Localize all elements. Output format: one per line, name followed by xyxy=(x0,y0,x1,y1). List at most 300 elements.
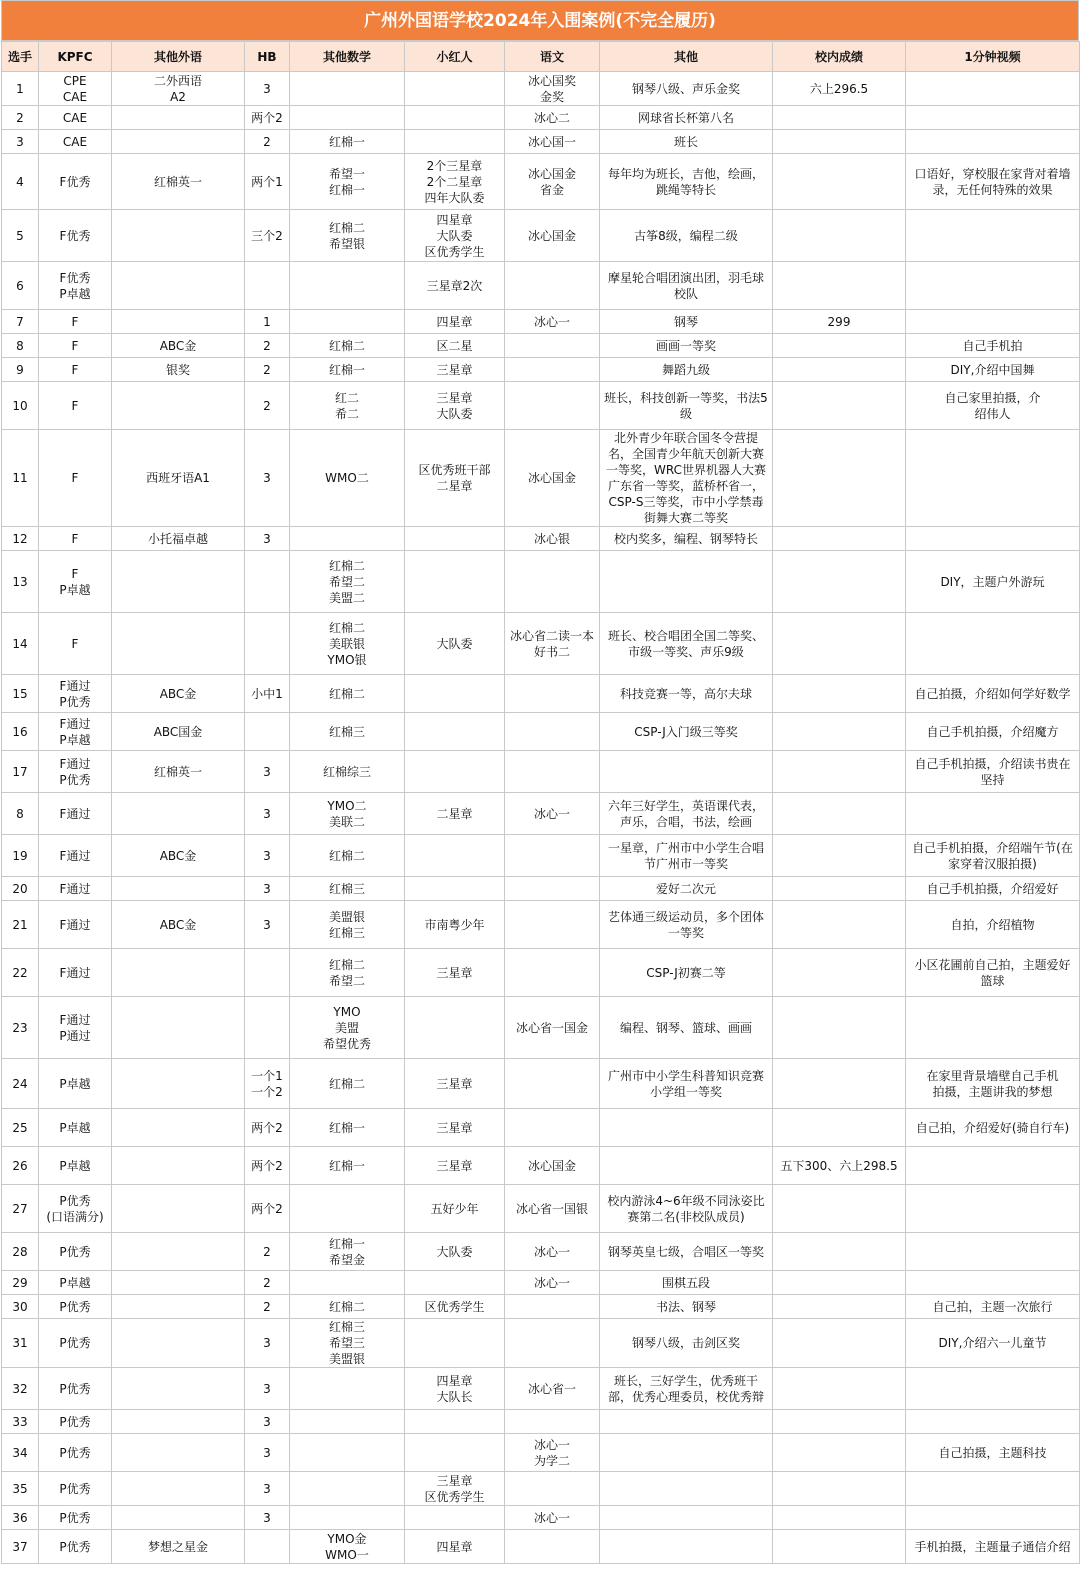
table-cell: 7 xyxy=(2,310,39,334)
table-cell: F通过 P优秀 xyxy=(39,751,112,793)
table-cell: 28 xyxy=(2,1233,39,1271)
table-cell: CSP-J初赛二等 xyxy=(600,949,773,997)
table-cell: 8 xyxy=(2,793,39,835)
table-cell xyxy=(773,1368,906,1410)
table-row xyxy=(2,130,1080,154)
table-cell: F优秀 P卓越 xyxy=(39,262,112,310)
table-cell xyxy=(112,262,245,310)
table-cell xyxy=(245,997,290,1059)
table-cell: 3 xyxy=(245,901,290,949)
table-cell: 5 xyxy=(2,210,39,262)
table-cell xyxy=(505,901,600,949)
table-cell: 红棉综三 xyxy=(290,751,405,793)
table-cell xyxy=(405,527,505,551)
table-cell: DIY,介绍中国舞 xyxy=(906,358,1080,382)
table-cell xyxy=(773,551,906,613)
table-cell xyxy=(906,527,1080,551)
table-cell: P卓越 xyxy=(39,1059,112,1109)
table-cell xyxy=(906,997,1080,1059)
table-cell: 红棉一 xyxy=(290,130,405,154)
table-cell: 一星章，广州市中小学生合唱 节广州市一等奖 xyxy=(600,835,773,877)
table-cell: 红棉二 美联银 YMO银 xyxy=(290,613,405,675)
table-cell xyxy=(505,382,600,430)
table-row xyxy=(2,1109,1080,1147)
table-cell: CPE CAE xyxy=(39,72,112,106)
table-cell xyxy=(906,106,1080,130)
table-cell: 冰心国一 xyxy=(505,130,600,154)
col-header-contestant: 选手 xyxy=(2,42,39,72)
table-cell: 三星章 xyxy=(405,949,505,997)
table-cell: 红棉二 xyxy=(290,334,405,358)
table-cell xyxy=(505,877,600,901)
table-cell xyxy=(773,613,906,675)
table-cell: 冰心银 xyxy=(505,527,600,551)
table-cell: 2 xyxy=(245,1295,290,1319)
table-cell xyxy=(290,1271,405,1295)
table-cell xyxy=(773,1185,906,1233)
table-cell: 四星章 大队委 区优秀学生 xyxy=(405,210,505,262)
table-cell xyxy=(773,1530,906,1564)
table-cell: 大队委 xyxy=(405,613,505,675)
table-cell xyxy=(290,1410,405,1434)
table-cell xyxy=(112,1295,245,1319)
table-cell: 三星章 xyxy=(405,1147,505,1185)
table-cell xyxy=(245,551,290,613)
table-cell xyxy=(405,1506,505,1530)
table-cell: 三个2 xyxy=(245,210,290,262)
table-cell xyxy=(112,877,245,901)
table-cell xyxy=(773,527,906,551)
table-cell xyxy=(773,106,906,130)
table-row xyxy=(2,1185,1080,1233)
table-cell: 自己拍，介绍爱好(骑自行车) xyxy=(906,1109,1080,1147)
table-cell xyxy=(505,751,600,793)
table-cell: 32 xyxy=(2,1368,39,1410)
table-cell xyxy=(405,106,505,130)
table-cell: 3 xyxy=(245,1368,290,1410)
table-cell xyxy=(405,835,505,877)
table-cell xyxy=(290,262,405,310)
table-cell: 古筝8级，编程二级 xyxy=(600,210,773,262)
table-cell: 舞蹈九级 xyxy=(600,358,773,382)
table-row xyxy=(2,901,1080,949)
table-cell: 大队委 xyxy=(405,1233,505,1271)
table-cell: 三星章2次 xyxy=(405,262,505,310)
table-cell xyxy=(505,1295,600,1319)
table-cell xyxy=(906,262,1080,310)
table-cell: 自己手机拍摄，介绍端午节(在 家穿着汉服拍摄) xyxy=(906,835,1080,877)
table-cell xyxy=(773,1319,906,1368)
table-cell xyxy=(405,1434,505,1472)
table-cell: 红棉二 xyxy=(290,1295,405,1319)
table-cell: ABC金 xyxy=(112,675,245,713)
table-cell: 区二星 xyxy=(405,334,505,358)
table-cell: 五下300、六上298.5 xyxy=(773,1147,906,1185)
table-cell: 围棋五段 xyxy=(600,1271,773,1295)
table-cell xyxy=(773,901,906,949)
table-cell: P卓越 xyxy=(39,1271,112,1295)
table-cell: 2 xyxy=(245,1233,290,1271)
table-cell xyxy=(405,1410,505,1434)
table-cell: 冰心一 xyxy=(505,1233,600,1271)
table-cell: P优秀 xyxy=(39,1295,112,1319)
table-cell xyxy=(112,1059,245,1109)
table-row xyxy=(2,1233,1080,1271)
table-cell: 23 xyxy=(2,997,39,1059)
table-cell: 红棉一 xyxy=(290,358,405,382)
table-cell: 1 xyxy=(245,310,290,334)
table-cell: 爱好二次元 xyxy=(600,877,773,901)
table-cell: 三星章 xyxy=(405,1059,505,1109)
table-cell: 31 xyxy=(2,1319,39,1368)
table-cell: 9 xyxy=(2,358,39,382)
table-cell: 冰心省一国金 xyxy=(505,997,600,1059)
table-cell xyxy=(906,310,1080,334)
table-cell xyxy=(505,551,600,613)
table-cell: 钢琴八级，击剑区奖 xyxy=(600,1319,773,1368)
table-cell: CAE xyxy=(39,106,112,130)
table-cell: F P卓越 xyxy=(39,551,112,613)
table-cell: DIY,介绍六一儿童节 xyxy=(906,1319,1080,1368)
table-cell xyxy=(773,949,906,997)
table-cell: 冰心一 xyxy=(505,310,600,334)
table-cell xyxy=(906,1147,1080,1185)
table-cell xyxy=(245,262,290,310)
table-cell: 29 xyxy=(2,1271,39,1295)
table-cell xyxy=(112,1472,245,1506)
table-cell xyxy=(290,1472,405,1506)
table-cell xyxy=(112,1319,245,1368)
table-cell: 4 xyxy=(2,154,39,210)
table-cell: ABC国金 xyxy=(112,713,245,751)
table-cell: 四星章 xyxy=(405,310,505,334)
table-row xyxy=(2,1506,1080,1530)
table-cell xyxy=(112,1109,245,1147)
table-cell xyxy=(773,1109,906,1147)
table-cell: F xyxy=(39,310,112,334)
table-cell: F通过 P卓越 xyxy=(39,713,112,751)
table-cell: 区优秀学生 xyxy=(405,1295,505,1319)
table-cell xyxy=(112,130,245,154)
table-cell: 冰心二 xyxy=(505,106,600,130)
table-cell: 2 xyxy=(245,334,290,358)
table-cell: F通过 xyxy=(39,901,112,949)
table-cell: 自己家里拍摄，介 绍伟人 xyxy=(906,382,1080,430)
table-row xyxy=(2,1271,1080,1295)
table-cell xyxy=(405,997,505,1059)
table-cell: 校内奖多，编程、钢琴特长 xyxy=(600,527,773,551)
table-cell: 冰心一 为学二 xyxy=(505,1434,600,1472)
table-cell xyxy=(290,106,405,130)
table-cell xyxy=(405,1319,505,1368)
table-row xyxy=(2,1368,1080,1410)
table-cell xyxy=(773,154,906,210)
table-cell xyxy=(290,72,405,106)
table-cell: 五好少年 xyxy=(405,1185,505,1233)
table-cell xyxy=(773,430,906,527)
table-cell xyxy=(773,675,906,713)
table-cell xyxy=(773,877,906,901)
table-row xyxy=(2,713,1080,751)
table-cell: 3 xyxy=(245,1434,290,1472)
table-cell: 三星章 区优秀学生 xyxy=(405,1472,505,1506)
table-cell: 19 xyxy=(2,835,39,877)
table-cell xyxy=(600,551,773,613)
table-cell: 冰心省一国银 xyxy=(505,1185,600,1233)
table-cell xyxy=(906,130,1080,154)
col-header-other-languages: 其他外语 xyxy=(112,42,245,72)
table-cell: 小区花圃前自己拍，主题爱好 篮球 xyxy=(906,949,1080,997)
table-cell: 区优秀班干部 二星章 xyxy=(405,430,505,527)
table-cell: 三星章 xyxy=(405,358,505,382)
table-cell: 红棉一 xyxy=(290,1109,405,1147)
table-cell: 26 xyxy=(2,1147,39,1185)
table-cell: 红棉二 xyxy=(290,835,405,877)
table-cell xyxy=(505,675,600,713)
table-cell: 红棉二 希望二 xyxy=(290,949,405,997)
table-cell xyxy=(112,1434,245,1472)
table-cell: 8 xyxy=(2,334,39,358)
col-header-kpfc: KPFC xyxy=(39,42,112,72)
table-cell: P优秀 xyxy=(39,1233,112,1271)
table-row xyxy=(2,877,1080,901)
table-cell xyxy=(505,262,600,310)
table-cell: 3 xyxy=(245,751,290,793)
table-cell: 网球省长杯第八名 xyxy=(600,106,773,130)
table-cell: 34 xyxy=(2,1434,39,1472)
table-cell: 红棉三 xyxy=(290,713,405,751)
table-cell: 六上296.5 xyxy=(773,72,906,106)
table-cell: 三星章 xyxy=(405,1109,505,1147)
table-cell: F优秀 xyxy=(39,210,112,262)
table-cell: 22 xyxy=(2,949,39,997)
table-cell: 红棉二 希望二 美盟二 xyxy=(290,551,405,613)
table-cell: 3 xyxy=(245,72,290,106)
table-cell xyxy=(600,1506,773,1530)
table-row xyxy=(2,835,1080,877)
table-cell xyxy=(505,1319,600,1368)
table-cell: 12 xyxy=(2,527,39,551)
table-row xyxy=(2,793,1080,835)
table-cell: 红棉英一 xyxy=(112,751,245,793)
table-cell: P优秀 xyxy=(39,1319,112,1368)
table-cell xyxy=(505,334,600,358)
table-cell: F xyxy=(39,527,112,551)
col-header-hb: HB xyxy=(245,42,290,72)
table-cell: 画画一等奖 xyxy=(600,334,773,358)
table-cell: 班长 xyxy=(600,130,773,154)
table-cell: 西班牙语A1 xyxy=(112,430,245,527)
table-row xyxy=(2,210,1080,262)
table-cell: 冰心省二读一本 好书二 xyxy=(505,613,600,675)
table-cell xyxy=(290,1185,405,1233)
table-cell: YMO金 WMO一 xyxy=(290,1530,405,1564)
table-cell: F通过 xyxy=(39,793,112,835)
table-cell xyxy=(600,1472,773,1506)
table-cell: CSP-J入门级三等奖 xyxy=(600,713,773,751)
table-cell: 自拍，介绍植物 xyxy=(906,901,1080,949)
table-cell xyxy=(112,310,245,334)
table-cell xyxy=(906,1185,1080,1233)
table-cell: YMO二 美联二 xyxy=(290,793,405,835)
table-cell: F通过 P通过 xyxy=(39,997,112,1059)
table-cell: F xyxy=(39,334,112,358)
table-cell: 20 xyxy=(2,877,39,901)
table-cell xyxy=(112,1233,245,1271)
table-cell xyxy=(906,72,1080,106)
col-header-other-math: 其他数学 xyxy=(290,42,405,72)
table-cell: 四星章 大队长 xyxy=(405,1368,505,1410)
table-cell xyxy=(505,1059,600,1109)
table-cell: 两个1 xyxy=(245,154,290,210)
table-row xyxy=(2,106,1080,130)
table-cell: 一个1 一个2 xyxy=(245,1059,290,1109)
table-cell xyxy=(773,713,906,751)
table-cell: 自己拍摄，主题科技 xyxy=(906,1434,1080,1472)
col-header-xiaohongren: 小红人 xyxy=(405,42,505,72)
table-cell xyxy=(405,1271,505,1295)
table-cell: F xyxy=(39,358,112,382)
table-cell xyxy=(405,675,505,713)
table-row xyxy=(2,551,1080,613)
table-cell xyxy=(906,430,1080,527)
table-cell: 3 xyxy=(245,1410,290,1434)
table-cell: 两个2 xyxy=(245,106,290,130)
table-cell: P卓越 xyxy=(39,1147,112,1185)
table-cell xyxy=(112,382,245,430)
table-cell xyxy=(112,949,245,997)
table-cell xyxy=(906,210,1080,262)
table-cell xyxy=(773,1472,906,1506)
table-cell: 手机拍摄，主题量子通信介绍 xyxy=(906,1530,1080,1564)
table-cell xyxy=(600,1530,773,1564)
table-row xyxy=(2,1147,1080,1185)
table-cell: 书法、钢琴 xyxy=(600,1295,773,1319)
table-cell xyxy=(505,1472,600,1506)
table-cell: 小中1 xyxy=(245,675,290,713)
table-cell: 银奖 xyxy=(112,358,245,382)
table-cell: 两个2 xyxy=(245,1109,290,1147)
table-cell: 四星章 xyxy=(405,1530,505,1564)
table-cell xyxy=(773,1410,906,1434)
table-cell: F通过 xyxy=(39,877,112,901)
table-cell xyxy=(112,793,245,835)
cases-table xyxy=(1,41,1080,1564)
table-cell xyxy=(112,210,245,262)
table-cell xyxy=(906,793,1080,835)
table-cell xyxy=(600,1410,773,1434)
table-cell: 1 xyxy=(2,72,39,106)
table-cell xyxy=(600,1434,773,1472)
table-cell: ABC金 xyxy=(112,901,245,949)
table-cell: 艺体通三级运动员，多个团体 一等奖 xyxy=(600,901,773,949)
table-cell xyxy=(290,527,405,551)
table-cell: 37 xyxy=(2,1530,39,1564)
table-cell: 钢琴八级、声乐金奖 xyxy=(600,72,773,106)
table-cell: 3 xyxy=(245,527,290,551)
table-cell xyxy=(405,130,505,154)
table-cell: 自己拍摄，介绍如何学好数学 xyxy=(906,675,1080,713)
table-row xyxy=(2,527,1080,551)
table-cell: 美盟银 红棉三 xyxy=(290,901,405,949)
table-cell xyxy=(773,1233,906,1271)
table-cell: F xyxy=(39,613,112,675)
table-cell: 冰心国金 xyxy=(505,430,600,527)
table-row xyxy=(2,997,1080,1059)
table-cell: 红二 希二 xyxy=(290,382,405,430)
table-cell: 3 xyxy=(245,1319,290,1368)
table-cell: 3 xyxy=(245,877,290,901)
table-cell xyxy=(906,1506,1080,1530)
table-cell xyxy=(112,1506,245,1530)
table-cell: 梦想之星金 xyxy=(112,1530,245,1564)
table-row xyxy=(2,358,1080,382)
table-cell xyxy=(773,835,906,877)
table-cell: 班长，三好学生，优秀班干 部，优秀心理委员，校优秀辩 xyxy=(600,1368,773,1410)
table-cell: 编程、钢琴、篮球、画画 xyxy=(600,997,773,1059)
table-cell: 15 xyxy=(2,675,39,713)
table-cell: 班长、校合唱团全国二等奖、 市级一等奖、声乐9级 xyxy=(600,613,773,675)
table-row xyxy=(2,72,1080,106)
table-cell: P优秀 xyxy=(39,1530,112,1564)
table-cell: 市南粤少年 xyxy=(405,901,505,949)
table-cell xyxy=(245,713,290,751)
table-cell xyxy=(505,1410,600,1434)
table-cell: F通过 P优秀 xyxy=(39,675,112,713)
table-cell xyxy=(773,358,906,382)
table-cell: 冰心国金 xyxy=(505,1147,600,1185)
table-cell xyxy=(773,334,906,358)
table-cell: F xyxy=(39,382,112,430)
table-cell: P优秀 (口语满分) xyxy=(39,1185,112,1233)
table-cell: 两个2 xyxy=(245,1185,290,1233)
table-cell: WMO二 xyxy=(290,430,405,527)
table-cell: F xyxy=(39,430,112,527)
table-cell: 10 xyxy=(2,382,39,430)
table-cell: 冰心国金 xyxy=(505,210,600,262)
table-row xyxy=(2,1434,1080,1472)
table-cell xyxy=(405,877,505,901)
table-cell: 17 xyxy=(2,751,39,793)
table-cell xyxy=(112,551,245,613)
table-cell xyxy=(290,1368,405,1410)
table-cell: 红棉英一 xyxy=(112,154,245,210)
table-cell: 25 xyxy=(2,1109,39,1147)
table-cell: 班长，科技创新一等奖，书法5 级 xyxy=(600,382,773,430)
table-cell: 每年均为班长，吉他，绘画， 跳绳等特长 xyxy=(600,154,773,210)
table-cell xyxy=(773,997,906,1059)
table-cell: 钢琴英皇七级，合唱区一等奖 xyxy=(600,1233,773,1271)
table-cell: F通过 xyxy=(39,949,112,997)
table-cell: 钢琴 xyxy=(600,310,773,334)
table-row xyxy=(2,1472,1080,1506)
table-cell: 红棉一 xyxy=(290,1147,405,1185)
table-cell: 北外青少年联合国冬令营提 名，全国青少年航天创新大赛 一等奖，WRC世界机器人大赛 广东省一等奖，蓝桥杯省一， CSP-S三等奖，市中小学禁毒 街舞大赛二等奖 xyxy=(600,430,773,527)
table-cell xyxy=(112,1185,245,1233)
table-cell: 六年三好学生，英语课代表， 声乐，合唱，书法，绘画 xyxy=(600,793,773,835)
table-cell: 13 xyxy=(2,551,39,613)
table-cell xyxy=(112,613,245,675)
table-cell xyxy=(505,358,600,382)
col-header-video: 1分钟视频 xyxy=(906,42,1080,72)
table-cell: 二星章 xyxy=(405,793,505,835)
table-cell xyxy=(773,1434,906,1472)
table-cell xyxy=(245,613,290,675)
sheet-title: 广州外国语学校2024年入围案例(不完全履历) xyxy=(1,0,1079,41)
table-cell: P优秀 xyxy=(39,1506,112,1530)
table-cell: 2 xyxy=(245,1271,290,1295)
table-row xyxy=(2,334,1080,358)
